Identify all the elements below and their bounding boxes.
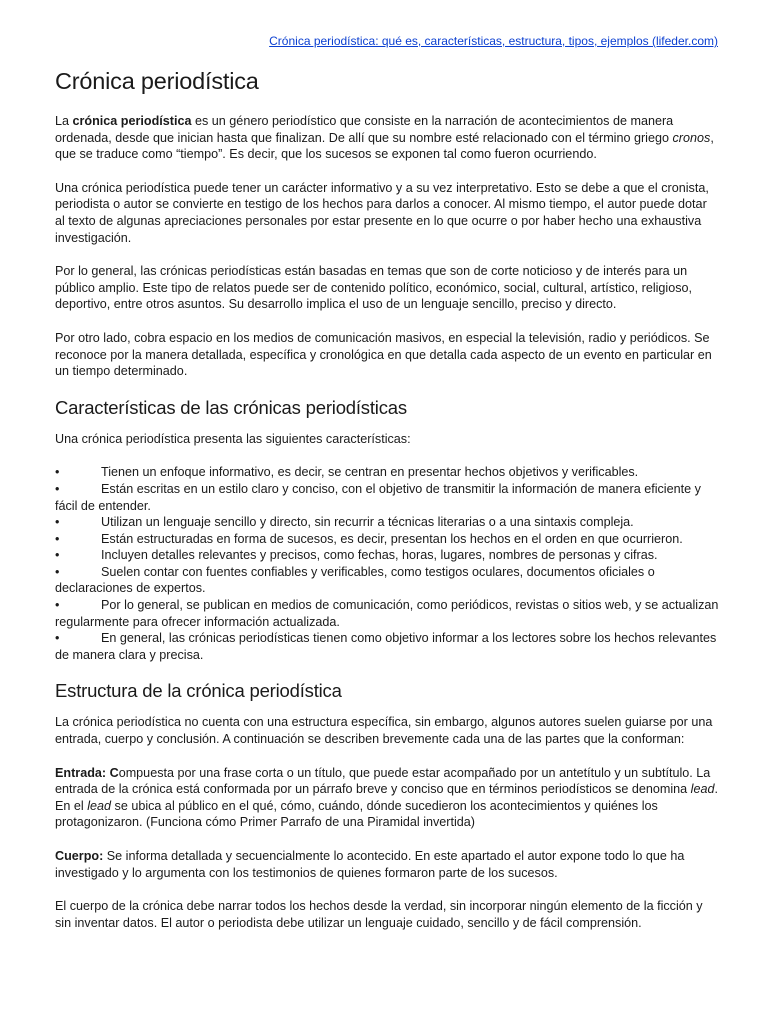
intro-p1-text-c: es un género periodístico que consiste en la narración de acontecimientos de manera ordenada, desde que inician hasta que finalizan. De allí que su nombre esté relacionado con el término griego: [55, 114, 674, 145]
entrada-lead-1: lead: [690, 782, 715, 797]
list-item-text: Por lo general, se publican en medios de comunicación, como periódicos, revistas o sitios web, y se actualizan regularmente para ofrecer información actualizada.: [55, 598, 719, 629]
intro-paragraph-4: Por otro lado, cobra espacio en los medios de comunicación masivos, en especial la televisión, radio y periódicos. Se reconoce por la manera detallada, específica y cronológica en que detalla cada aspecto de un evento en particular en un tiempo determinado.: [55, 330, 712, 379]
cuerpo-label: Cuerpo:: [55, 849, 104, 863]
document-body: [55, 68, 720, 948]
structure-intro: La crónica periodística no cuenta con una estructura específica, sin embargo, algunos autores suelen guiarse por una entrada, cuerpo y conclusión. A continuación se describen brevemente cada una de las partes que la conforman:: [55, 715, 713, 747]
list-item: [55, 547, 720, 564]
list-item: [55, 564, 720, 597]
intro-paragraph-2: Una crónica periodística puede tener un carácter informativo y a su vez interpretativo. Esto se debe a que el cronista, periodista o autor se convierte en testigo de los hechos para darlos a conocer. Al mismo tiempo, el autor puede dotar al texto de algunas apreciaciones personales por estar presente en lo que ocurre o por haber hecho una exhaustiva investigación.: [55, 180, 709, 245]
bullet-icon: •: [55, 548, 60, 563]
source-link[interactable]: Crónica periodística: qué es, características, estructura, tipos, ejemplos (lifeder.com): [269, 34, 718, 48]
cuerpo-paragraph: [55, 848, 720, 881]
list-item: [55, 481, 720, 514]
intro-paragraph-3: Por lo general, las crónicas periodísticas están basadas en temas que son de corte noticioso y de interés para un público amplio. Este tipo de relatos puede ser de contenido político, económico, social, cultural, artístico, religioso, deportivo, entre otros asuntos. Su desarrollo implica el uso de un lenguaje sencillo, preciso y directo.: [55, 264, 693, 312]
list-item-text: Incluyen detalles relevantes y precisos, como fechas, horas, lugares, nombres de personas y cifras.: [101, 548, 658, 563]
entrada-text-c: . En el: [55, 782, 718, 813]
page-title: Crónica periodística: [55, 68, 259, 94]
cuerpo-paragraph-2: El cuerpo de la crónica debe narrar todos los hechos desde la verdad, sin incorporar ningún elemento de la ficción y sin inventar datos. El autor o periodista debe utilizar un lenguaje cuidado, sencillo y de fácil comprensión.: [55, 899, 703, 930]
intro-p1-term: crónica periodística: [72, 114, 192, 128]
entrada-paragraph: [55, 765, 720, 831]
list-item: [55, 464, 720, 481]
characteristics-list: [55, 464, 720, 663]
list-item-text: Están estructuradas en forma de sucesos, es decir, presentan los hechos en el orden en que ocurrieron.: [101, 531, 683, 546]
characteristics-heading: Características de las crónicas periodísticas: [55, 396, 407, 418]
structure-heading: Estructura de la crónica periodística: [55, 680, 342, 702]
bullet-icon: •: [55, 598, 60, 613]
entrada-label: Entrada: C: [55, 765, 119, 780]
list-item: [55, 630, 720, 663]
bullet-icon: •: [55, 531, 60, 546]
characteristics-intro: Una crónica periodística presenta las siguientes características:: [55, 431, 411, 446]
list-item-text: Suelen contar con fuentes confiables y verificables, como testigos oculares, documentos oficiales o declaraciones de expertos.: [55, 564, 655, 596]
intro-p1-text-e: , que se traduce como “tiempo”. Es decir, que los sucesos se exponen tal como fueron ocurriendo.: [55, 130, 714, 162]
bullet-icon: •: [55, 631, 60, 646]
list-item: [55, 597, 720, 630]
entrada-lead-2: lead: [87, 798, 112, 813]
bullet-icon: •: [55, 564, 60, 579]
intro-p1-text-a: La: [55, 114, 73, 128]
list-item: [55, 514, 720, 531]
list-item-text: Están escritas en un estilo claro y conciso, con el objetivo de transmitir la información de manera eficiente y fácil de entender.: [55, 481, 701, 513]
list-item-text: Utilizan un lenguaje sencillo y directo, sin recurrir a técnicas literarias o a una sintaxis compleja.: [101, 515, 634, 530]
intro-p1-cronos: cronos: [672, 130, 711, 145]
list-item-text: Tienen un enfoque informativo, es decir, se centran en presentar hechos objetivos y verificables.: [101, 465, 639, 480]
list-item-text: En general, las crónicas periodísticas tienen como objetivo informar a los lectores sobre los hechos relevantes de manera clara y precisa.: [55, 631, 717, 662]
bullet-icon: •: [55, 481, 60, 496]
intro-paragraph-1: [55, 113, 720, 163]
entrada-text-a: ompuesta por una frase corta o un título, que puede estar acompañado por un antetítulo y un subtítulo. La entrada de la crónica está conformada por un párrafo breve y conciso que en términos periodísticos se denomina: [55, 765, 711, 797]
list-item: [55, 531, 720, 548]
entrada-text-e: se ubica al público en el qué, cómo, cuándo, dónde sucedieron los acontecimientos y quiénes los protagonizaron. (Funciona cómo Primer Parrafo de una Piramidal invertida): [55, 798, 658, 830]
bullet-icon: •: [55, 515, 60, 530]
bullet-icon: •: [55, 465, 60, 480]
cuerpo-text: Se informa detallada y secuencialmente lo acontecido. En este apartado el autor expone todo lo que ha investigado y lo argumenta con los testimonios de quienes formaron parte de los sucesos.: [55, 849, 685, 880]
